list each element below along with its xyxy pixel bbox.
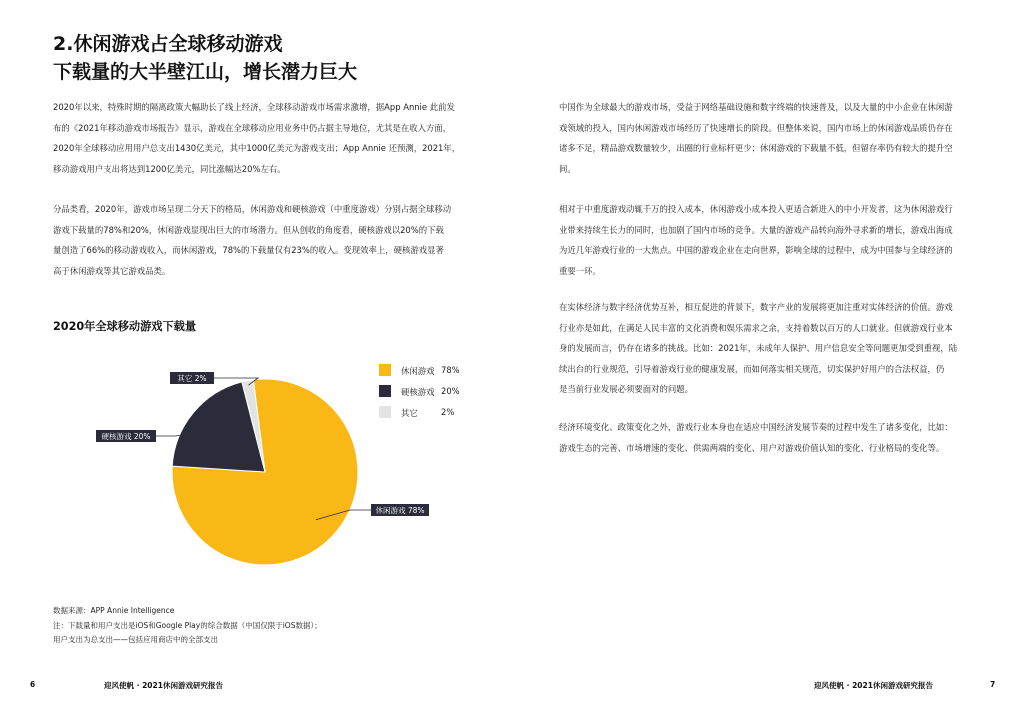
legend-name: 硬核游戏 xyxy=(401,387,435,397)
heading-line-1: 2.休闲游戏占全球移动游戏 xyxy=(53,33,283,55)
text-line: 续出台的行业规范，引导着游戏行业的健康发展，而如何落实相关规范，切实保护好用户的合法权益，仍 xyxy=(559,363,945,374)
legend-item xyxy=(379,404,479,425)
note-line: 注：下载量和用户支出是iOS和Google Play的综合数据（中国仅限于iOS数据）； xyxy=(53,620,322,630)
text-line: 戏领域的投入，国内休闲游戏市场经历了快速增长的阶段。但整体来说，国内市场上的休闲游戏品质仍存在 xyxy=(559,122,953,133)
text-line: 高于休闲游戏等其它游戏品类。 xyxy=(53,265,171,276)
text-line: 是当前行业发展必须要面对的问题。 xyxy=(559,384,693,394)
legend-swatch xyxy=(379,364,391,376)
text-line: 中国作为全球最大的游戏市场，受益于网络基础设施和数字终端的快速普及，以及大量的中小企业在休闲游 xyxy=(559,102,953,112)
text-line: 经济环境变化、政策变化之外，游戏行业本身也在适应中国经济发展节奏的过程中发生了诸多变化，比如： xyxy=(559,422,953,432)
page-number: 7 xyxy=(990,680,996,689)
text-line: 量创造了66%的移动游戏收入，而休闲游戏，78%的下载量仅有23%的收入。变现效率上，硬核游戏显著 xyxy=(53,245,444,255)
legend-value: 78% xyxy=(441,365,460,375)
left-paragraph-1 xyxy=(53,97,460,179)
right-paragraph-4 xyxy=(559,417,953,458)
text-line: 在实体经济与数字经济优势互补，相互促进的背景下，数字产业的发展将更加注重对实体经济的价值。游戏 xyxy=(559,302,953,312)
text-line: 诸多不足，精品游戏数量较少，出圈的行业标杆更少；休闲游戏的下载量不低，但留存率仍有较大的提升空 xyxy=(559,143,953,153)
legend-value: 2% xyxy=(441,407,455,417)
right-paragraph-1 xyxy=(559,97,953,179)
note-line: 用户支出为总支出——包括应用商店中的全部支出 xyxy=(53,635,218,644)
text-line: 身的发展而言，仍存在诸多的挑战。比如：2021年，未成年人保护、用户信息安全等问题更加受到重视，陆 xyxy=(559,343,958,353)
legend-name: 其它 xyxy=(401,408,418,418)
legend-swatch xyxy=(379,385,391,397)
callout-label: 休闲游戏 78% xyxy=(375,506,425,515)
legend-value: 20% xyxy=(441,386,460,396)
right-page xyxy=(512,0,1024,706)
chart-title: 2020年全球移动游戏下载量 xyxy=(53,320,197,333)
text-line: 游戏下载量的78%和20%，休闲游戏显现出巨大的市场潜力。但从创收的角度看，硬核游戏以20%的下载 xyxy=(53,224,444,235)
text-line: 移动游戏用户支出将达到1200亿美元，同比涨幅达20%左右。 xyxy=(53,163,286,174)
text-line: 重要一环。 xyxy=(559,265,601,276)
legend-name: 休闲游戏 xyxy=(401,366,435,376)
legend-swatch xyxy=(379,406,391,418)
data-source-note xyxy=(53,604,322,648)
text-line: 2020年以来，特殊时期的隔离政策大幅助长了线上经济，全球移动游戏市场需求激增，据App Annie 此前发 xyxy=(53,102,455,112)
text-line: 业带来持续生长力的同时，也加剧了国内市场的竞争。大量的游戏产品转向海外寻求新的增长，游戏出海成 xyxy=(559,224,953,235)
text-line: 为近几年游戏行业的一大焦点。中国的游戏企业在走向世界，影响全球的过程中，成为中国参与全球经济的 xyxy=(559,245,953,255)
text-line: 间。 xyxy=(559,163,576,174)
section-heading xyxy=(53,30,357,86)
chart-legend xyxy=(379,362,479,425)
footer-brand: 迎风使帆 · 2021休闲游戏研究报告 xyxy=(104,681,223,690)
text-line: 2020年全球移动应用用户总支出1430亿美元，其中1000亿美元为游戏支出；App Annie 还预测，2021年， xyxy=(53,143,461,153)
source-line: 数据来源：APP Annie Intelligence xyxy=(53,606,175,615)
text-line: 相对于中重度游戏动辄千万的投入成本，休闲游戏小成本投入更适合新进入的中小开发者，这为休闲游戏行 xyxy=(559,204,953,214)
text-line: 游戏生态的完善、市场增速的变化、供需两端的变化、用户对游戏价值认知的变化、行业格局的变化等。 xyxy=(559,442,945,453)
right-paragraph-3 xyxy=(559,297,957,400)
callout-label: 硬核游戏 20% xyxy=(101,432,151,441)
legend-item xyxy=(379,383,479,404)
legend-item xyxy=(379,362,479,383)
footer-brand: 迎风使帆 · 2021休闲游戏研究报告 xyxy=(814,681,933,690)
callout-label: 其它 2% xyxy=(177,374,207,383)
text-line: 分品类看，2020年，游戏市场呈现二分天下的格局，休闲游戏和硬核游戏（中重度游戏）分别占据全球移动 xyxy=(53,204,452,214)
heading-line-2: 下载量的大半壁江山，增长潜力巨大 xyxy=(53,61,358,83)
left-paragraph-2 xyxy=(53,199,451,281)
text-line: 布的《2021年移动游戏市场报告》显示，游戏在全球移动应用业务中仍占据主导地位，尤其是在收入方面， xyxy=(53,122,452,133)
page-number: 6 xyxy=(30,680,36,689)
right-paragraph-2 xyxy=(559,199,953,281)
text-line: 行业亦是如此，在满足人民丰富的文化消费和娱乐需求之余，支持着数以百万的人口就业。但就游戏行业本 xyxy=(559,322,953,333)
